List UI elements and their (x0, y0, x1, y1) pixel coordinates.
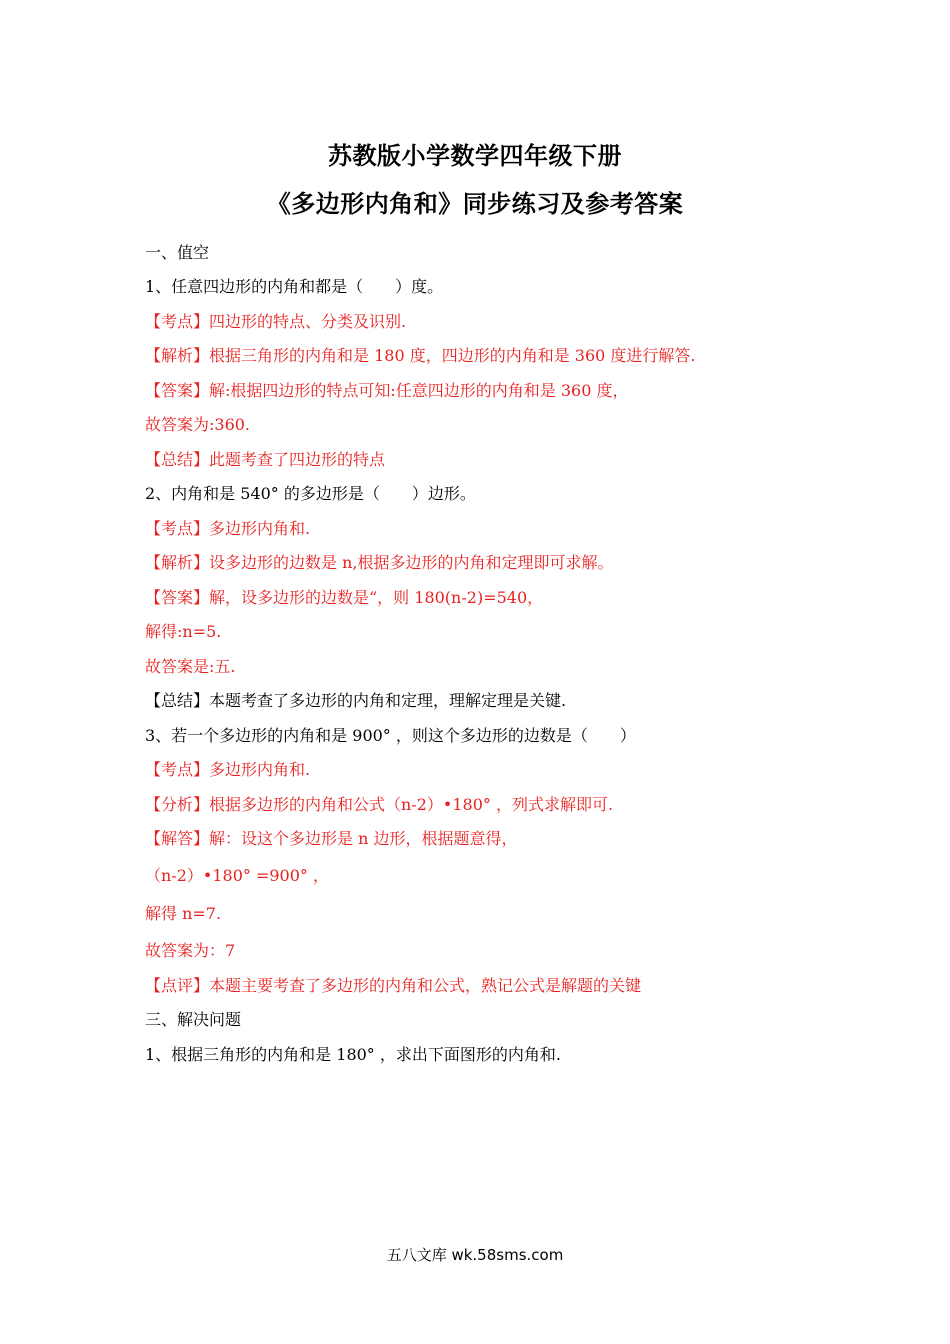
q3-analysis: 【分析】根据多边形的内角和公式（n-2）•180° ，列式求解即可. (145, 795, 614, 814)
q3-solution: 【解答】解：设这个多边形是 n 边形，根据题意得， (145, 829, 518, 848)
q1-analysis: 【解析】根据三角形的内角和是 180 度，四边形的内角和是 360 度进行解答. (145, 346, 696, 365)
question-2: 2、内角和是 540° 的多边形是（ ）边形。 (145, 484, 476, 503)
page-footer: 五八文库 wk.58sms.com (386, 1246, 564, 1264)
q2-summary: 【总结】本题考查了多边形的内角和定理，理解定理是关键. (145, 691, 567, 710)
q3-comment: 【点评】本题主要考查了多边形的内角和公式，熟记公式是解题的关键 (145, 976, 642, 995)
question-1: 1、任意四边形的内角和都是（ ）度。 (145, 277, 444, 296)
q2-solve: 解得:n=5. (145, 622, 222, 641)
problem-1: 1、根据三角形的内角和是 180° ，求出下面图形的内角和. (145, 1045, 561, 1064)
q3-solve: 解得 n=7. (145, 904, 222, 923)
question-3: 3、若一个多边形的内角和是 900° ，则这个多边形的边数是（ ） (145, 726, 636, 745)
section-heading-3: 三、解决问题 (145, 1010, 242, 1029)
q1-answer-final: 故答案为:360. (145, 415, 251, 434)
q3-equation: （n-2）•180° =900° ， (145, 866, 329, 885)
q2-answer-final: 故答案是:五. (145, 657, 236, 676)
q2-answer: 【答案】解，设多边形的边数是“，则 180(n-2)=540， (145, 588, 544, 607)
q1-answer: 【答案】解:根据四边形的特点可知:任意四边形的内角和是 360 度， (145, 381, 629, 400)
doc-title-line-2: 《多边形内角和》同步练习及参考答案 (266, 190, 684, 218)
q2-analysis: 【解析】设多边形的边数是 n,根据多边形的内角和定理即可求解。 (145, 553, 614, 572)
q1-summary: 【总结】此题考查了四边形的特点 (145, 450, 386, 469)
q3-answer-final: 故答案为：7 (145, 941, 236, 960)
section-heading: 一、值空 (145, 243, 210, 262)
q1-knowledge-point: 【考点】四边形的特点、分类及识别. (145, 312, 407, 331)
doc-title-line-1: 苏教版小学数学四年级下册 (328, 142, 622, 170)
q2-knowledge-point: 【考点】多边形内角和. (145, 519, 311, 538)
q3-knowledge-point: 【考点】多边形内角和. (145, 760, 311, 779)
